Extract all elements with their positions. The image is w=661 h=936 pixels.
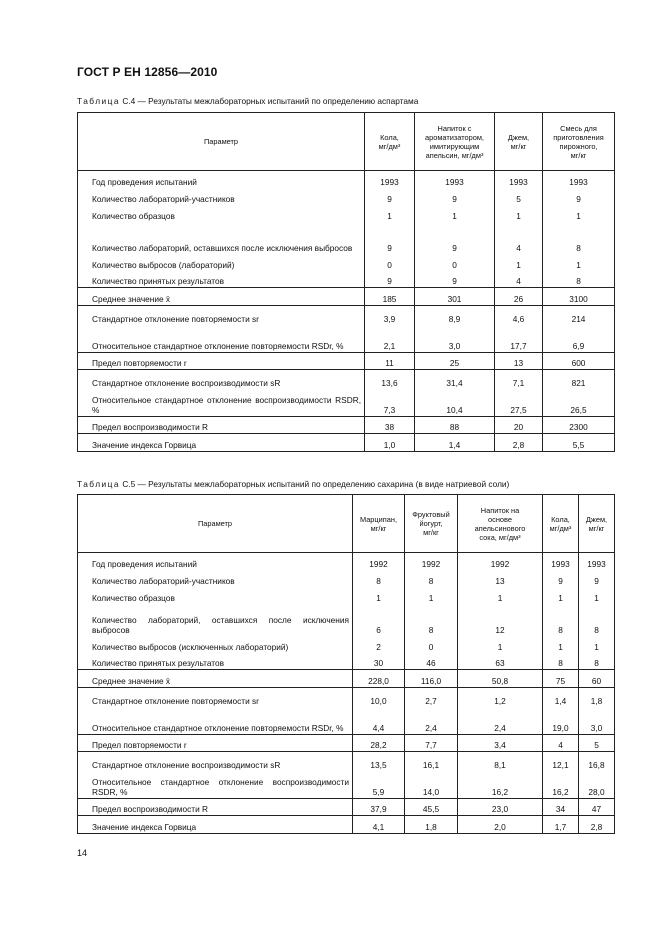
column-header [543,113,615,171]
column-header [458,495,543,553]
table-row [78,325,615,353]
value-cell: 8 [353,570,405,587]
value-cell: 9 [415,222,495,254]
value-cell: 214 [543,306,615,325]
value-cell: 12 [458,604,543,636]
value-cell: 5 [495,188,543,205]
table-row [78,636,615,653]
value-cell: 11 [365,353,415,370]
column-header-line: мг/кг [370,523,387,533]
value-cell: 1,4 [415,434,495,452]
value-cell: 5 [579,735,615,752]
param-cell: Год проведения испытаний [78,171,365,188]
table-row [78,688,615,707]
param-cell: Среднее значение x̄ [78,288,365,306]
value-cell: 9 [365,271,415,288]
table-row [78,771,615,799]
value-cell: 63 [458,653,543,670]
column-header [365,113,415,171]
column-header-line: мг/кг [588,523,605,533]
document-title: ГОСТ Р ЕН 12856—2010 [77,65,218,79]
column-header [415,113,495,171]
table-row [78,570,615,587]
column-header-line: Напиток с [437,123,472,133]
table-row [78,288,615,306]
value-cell: 2,0 [458,816,543,834]
value-cell: 1 [458,636,543,653]
value-cell: 60 [579,670,615,688]
value-cell: 25 [415,353,495,370]
column-header-line: основе [488,514,512,524]
value-cell: 31,4 [415,370,495,389]
param-header: Параметр [78,495,353,553]
param-cell: Количество лабораторий-участников [78,188,365,205]
value-cell: 88 [415,417,495,434]
value-cell: 8 [543,604,579,636]
table-row [78,306,615,325]
table-row [78,222,615,254]
value-cell: 8 [543,222,615,254]
value-cell: 1993 [579,553,615,570]
value-cell: 1 [495,205,543,222]
value-cell: 1993 [543,553,579,570]
value-cell: 28,0 [579,771,615,799]
table-row [78,188,615,205]
value-cell: 1 [543,636,579,653]
value-cell: 7,3 [365,389,415,417]
table-row [78,389,615,417]
value-cell: 8 [405,570,458,587]
param-cell: Относительное стандартное отклонение воспроизводимости RSDR, % [78,771,353,799]
value-cell: 1,2 [458,688,543,707]
value-cell: 4 [543,735,579,752]
column-header-line: мг/кг [510,141,527,151]
column-header-line: Джем, [507,132,530,142]
column-header-line: мг/дм³ [549,523,572,533]
value-cell: 19,0 [543,707,579,735]
value-cell: 8 [405,604,458,636]
table-row [78,604,615,636]
value-cell: 1 [365,205,415,222]
value-cell: 8 [543,653,579,670]
table-row [78,735,615,752]
param-cell: Предел повторяемости r [78,735,353,752]
value-cell: 1 [579,587,615,604]
value-cell: 1 [543,587,579,604]
column-header-line: Марципан, [359,514,398,524]
table-c4-body [78,171,615,452]
value-cell: 1992 [458,553,543,570]
value-cell: 1 [353,587,405,604]
column-header [353,495,405,553]
value-cell: 9 [415,271,495,288]
value-cell: 8,1 [458,752,543,771]
value-cell: 1993 [543,171,615,188]
param-cell: Предел повторяемости r [78,353,365,370]
value-cell: 4,6 [495,306,543,325]
column-header-line: Фруктовый [412,510,450,519]
param-cell: Относительное стандартное отклонение повторяемости RSDr, % [78,325,365,353]
value-cell: 0 [415,254,495,271]
table-c4 [77,112,615,452]
value-cell: 16,1 [405,752,458,771]
value-cell: 46 [405,653,458,670]
value-cell: 2,4 [405,707,458,735]
value-cell: 0 [405,636,458,653]
table-row [78,653,615,670]
table-row [78,799,615,816]
param-cell: Год проведения испытаний [78,553,353,570]
table-row [78,707,615,735]
param-cell: Относительное стандартное отклонение повторяемости RSDr, % [78,707,353,735]
table-row [78,205,615,222]
value-cell: 8,9 [415,306,495,325]
value-cell: 12,1 [543,752,579,771]
column-header-line: приготовления [553,132,604,142]
table-row [78,271,615,288]
value-cell: 4,1 [353,816,405,834]
param-cell: Относительное стандартное отклонение воспроизводимости RSDR, % [78,389,365,417]
value-cell: 1 [543,254,615,271]
value-cell: 13 [495,353,543,370]
value-cell: 13 [458,570,543,587]
table-row [78,816,615,834]
value-cell: 9 [543,570,579,587]
value-cell: 16,8 [579,752,615,771]
column-header-line: Смесь для [560,123,597,133]
column-header-line: пирожного, [559,141,598,151]
param-cell: Стандартное отклонение воспроизводимости sR [78,752,353,771]
table-row [78,370,615,389]
param-cell: Количество лабораторий, оставшихся после исключения выбросов [78,222,365,254]
column-header-line: имитирующим [429,141,480,151]
column-header-line: апельсинового [474,523,526,533]
value-cell: 3,0 [415,325,495,353]
value-cell: 1993 [495,171,543,188]
param-cell: Предел воспроизводимости R [78,417,365,434]
table-c5-caption [77,479,509,489]
table-row [78,752,615,771]
table-c5-label: Таблица [77,479,121,489]
table-row [78,353,615,370]
value-cell: 27,5 [495,389,543,417]
param-cell: Количество образцов [78,205,365,222]
value-cell: 3,9 [365,306,415,325]
value-cell: 23,0 [458,799,543,816]
table-row [78,254,615,271]
value-cell: 30 [353,653,405,670]
value-cell: 2,1 [365,325,415,353]
table-c4-header [78,113,615,171]
param-cell: Предел воспроизводимости R [78,799,353,816]
value-cell: 50,8 [458,670,543,688]
value-cell: 9 [543,188,615,205]
value-cell: 3,4 [458,735,543,752]
value-cell: 47 [579,799,615,816]
value-cell: 301 [415,288,495,306]
value-cell: 14,0 [405,771,458,799]
value-cell: 1993 [365,171,415,188]
value-cell: 26 [495,288,543,306]
value-cell: 4 [495,271,543,288]
value-cell: 75 [543,670,579,688]
table-c4-label: Таблица [77,96,121,106]
value-cell: 2300 [543,417,615,434]
table-c5-header [78,495,615,553]
value-cell: 26,5 [543,389,615,417]
value-cell: 10,4 [415,389,495,417]
param-cell: Стандартное отклонение воспроизводимости sR [78,370,365,389]
table-c4-caption [77,96,418,106]
column-header [495,113,543,171]
value-cell: 5,9 [353,771,405,799]
param-cell: Стандартное отклонение повторяемости sr [78,688,353,707]
value-cell: 1,7 [543,816,579,834]
page-number: 14 [77,848,88,858]
value-cell: 1 [543,205,615,222]
value-cell: 10,0 [353,688,405,707]
param-cell: Количество принятых результатов [78,271,365,288]
value-cell: 1,8 [579,688,615,707]
value-cell: 1 [579,636,615,653]
column-header-line: Напиток на [480,505,520,515]
table-c5-caption-text: С.5 — Результаты межлабораторных испытаний по определению сахарина (в виде натриевой соли) [120,479,510,489]
table-row [78,434,615,452]
value-cell: 7,7 [405,735,458,752]
value-cell: 34 [543,799,579,816]
value-cell: 37,9 [353,799,405,816]
value-cell: 20 [495,417,543,434]
value-cell: 6 [353,604,405,636]
column-header-line: мг/кг [423,528,439,537]
value-cell: 821 [543,370,615,389]
value-cell: 1,0 [365,434,415,452]
value-cell: 1993 [415,171,495,188]
table-row [78,171,615,188]
value-cell: 5,5 [543,434,615,452]
value-cell: 9 [365,222,415,254]
value-cell: 1,4 [543,688,579,707]
column-header-line: мг/кг [570,150,587,160]
value-cell: 9 [415,188,495,205]
param-cell: Количество принятых результатов [78,653,353,670]
value-cell: 7,1 [495,370,543,389]
value-cell: 228,0 [353,670,405,688]
value-cell: 1 [405,587,458,604]
value-cell: 17,7 [495,325,543,353]
column-header-line: йогурт, [419,519,443,528]
value-cell: 116,0 [405,670,458,688]
value-cell: 1,8 [405,816,458,834]
value-cell: 4,4 [353,707,405,735]
value-cell: 2 [353,636,405,653]
value-cell: 2,4 [458,707,543,735]
value-cell: 1 [495,254,543,271]
param-cell: Количество выбросов (исключенных лабораторий) [78,636,353,653]
column-header-line: сока, мг/дм³ [479,532,521,542]
value-cell: 38 [365,417,415,434]
value-cell: 28,2 [353,735,405,752]
table-c5-body [78,553,615,834]
value-cell: 16,2 [543,771,579,799]
column-header-line: мг/дм³ [378,141,401,151]
value-cell: 1 [415,205,495,222]
table-row [78,670,615,688]
value-cell: 13,6 [365,370,415,389]
value-cell: 45,5 [405,799,458,816]
column-header-line: Кола, [551,514,570,524]
column-header-line: Джем, [585,514,608,524]
value-cell: 600 [543,353,615,370]
param-cell: Количество лабораторий, оставшихся после исключения выбросов [78,604,353,636]
value-cell: 8 [579,653,615,670]
value-cell: 1992 [405,553,458,570]
value-cell: 8 [579,604,615,636]
value-cell: 8 [543,271,615,288]
table-row [78,553,615,570]
param-cell: Количество образцов [78,587,353,604]
column-header-line: ароматизатором, [425,132,484,142]
column-header [543,495,579,553]
value-cell: 3100 [543,288,615,306]
param-cell: Количество лабораторий-участников [78,570,353,587]
value-cell: 1992 [353,553,405,570]
column-header [405,495,458,553]
value-cell: 9 [579,570,615,587]
param-cell: Значение индекса Горвица [78,434,365,452]
param-cell: Среднее значение x̄ [78,670,353,688]
value-cell: 4 [495,222,543,254]
value-cell: 13,5 [353,752,405,771]
table-row [78,417,615,434]
param-header: Параметр [78,113,365,171]
value-cell: 1 [458,587,543,604]
value-cell: 2,7 [405,688,458,707]
value-cell: 3,0 [579,707,615,735]
column-header-line: Кола, [380,132,399,142]
param-cell: Стандартное отклонение повторяемости sr [78,306,365,325]
value-cell: 0 [365,254,415,271]
table-row [78,587,615,604]
value-cell: 9 [365,188,415,205]
column-header-line: апельсин, мг/дм³ [425,150,484,160]
value-cell: 2,8 [495,434,543,452]
value-cell: 185 [365,288,415,306]
table-c4-caption-text: С.4 — Результаты межлабораторных испытаний по определению аспартама [120,96,419,106]
value-cell: 16,2 [458,771,543,799]
param-cell: Значение индекса Горвица [78,816,353,834]
param-cell: Количество выбросов (лабораторий) [78,254,365,271]
table-c5 [77,494,615,834]
value-cell: 2,8 [579,816,615,834]
column-header [579,495,615,553]
value-cell: 6,9 [543,325,615,353]
